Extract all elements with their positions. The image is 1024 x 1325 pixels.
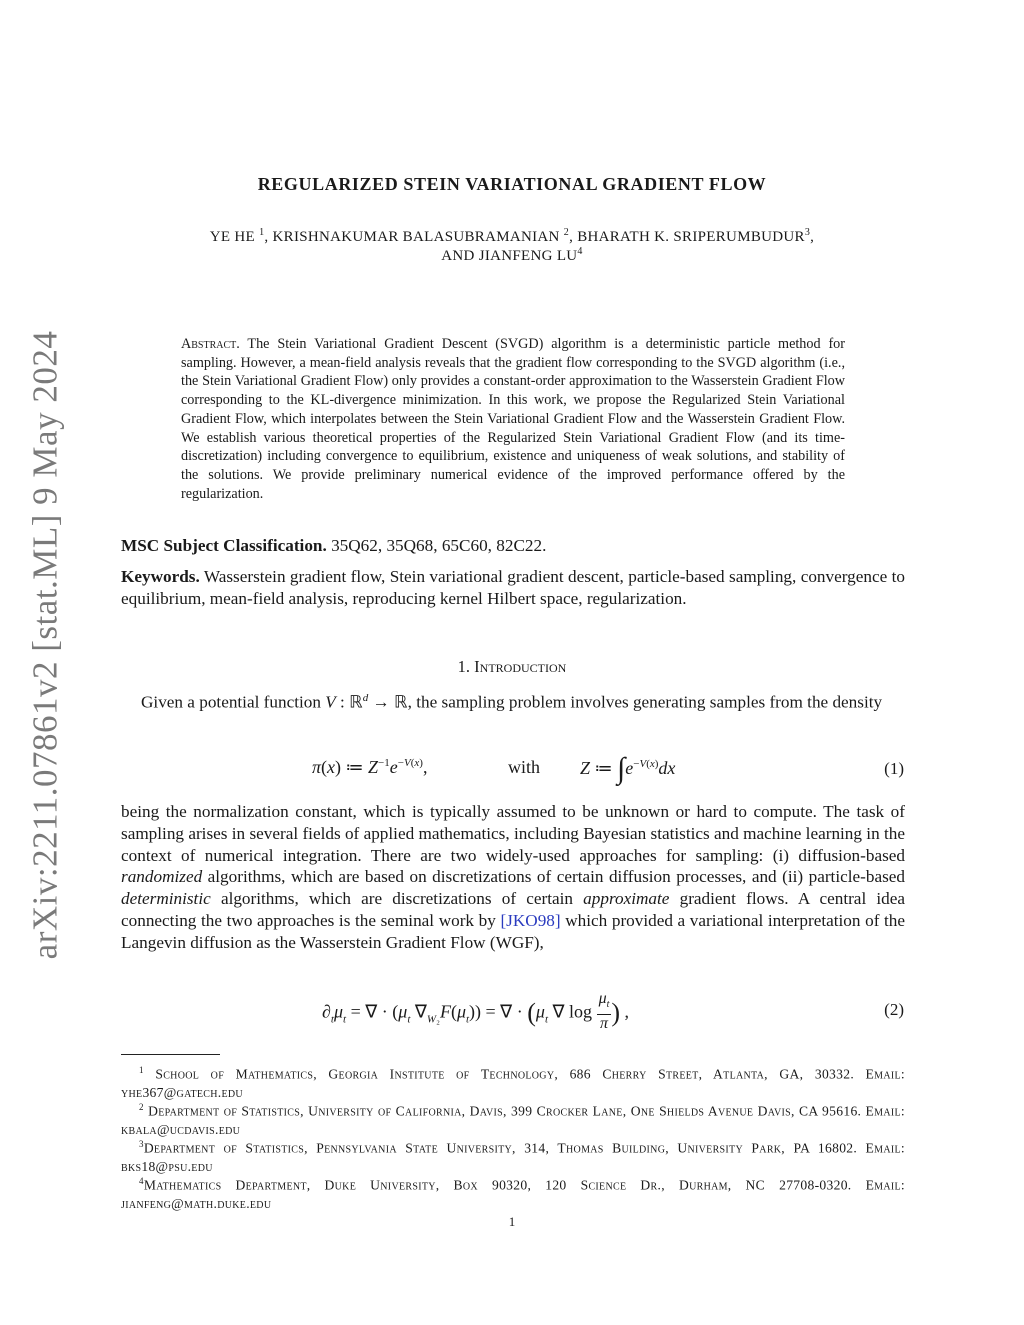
author-name: AND JIANFENG LU (441, 248, 578, 264)
intro-text: algorithms, which are based on discretizations of certain diffusion processes, and (ii) particle-based (207, 867, 905, 887)
footnote-mark: 4 (139, 1176, 144, 1186)
equation-1-lhs: π(x) ≔ $Z^{-1}e^{-V(x)}$, (312, 757, 428, 777)
footnote-text: Mathematics Department, Duke University, Box 90320, 120 Science Dr., Durham, NC 27708-0320. Email: jianfeng@math.duke.edu (121, 1177, 905, 1211)
authors-line-2 (0, 246, 1024, 265)
equation-2: $\partial_t\mu_t$ = ∇ · ($\mu_t$ $\nabla_{W_2}F(\mu_t)$) = ∇ · ($\mu_t$ ∇ log $\frac{\mu_t}{\pi}$ ) , (322, 990, 630, 1033)
section-title: Introduction (474, 657, 567, 676)
arxiv-sidebar-stamp (20, 330, 70, 960)
section-heading (0, 657, 1024, 677)
arxiv-id-text: arXiv:2211.07861v2 [stat.ML] 9 May 2024 (25, 330, 64, 960)
abstract-label: Abstract. (181, 336, 240, 352)
citation-link-jko98[interactable]: [JKO98] (500, 910, 561, 930)
footnote-mark: 1 (139, 1065, 144, 1075)
intro-text: being the normalization constant, which is typically assumed to be unknown or hard to compute. The task of sampling arises in several fields of applied mathematics, including Bayesian statistics and machine learning in the context of numerical integration. There are two widely-used approaches for sampling: (i) diffusion-based (121, 802, 905, 865)
footnote-divider (121, 1054, 220, 1055)
author-name: BHARATH K. SRIPERUMBUDUR (577, 229, 805, 245)
footnote-mark: 3 (139, 1139, 144, 1149)
intro-paragraph-2 (121, 801, 905, 954)
author-name: KRISHNAKUMAR BALASUBRAMANIAN (272, 229, 560, 245)
intro-text: , the sampling problem involves generating samples from the density (407, 692, 883, 712)
intro-text: gradient flows. A central idea connecting the two approaches is the seminal work by (121, 889, 906, 930)
footnote-text: Department of Statistics, Pennsylvania State University, 314, Thomas Building, University Park, PA 16802. Email: bks18@psu.edu (121, 1140, 905, 1174)
author-name: YE HE (209, 229, 256, 245)
intro-paragraph-1: Given a potential function V : ℝ$^d$ → ℝ, the sampling problem involves generating samples from the density (141, 692, 883, 712)
equation-1-rhs: Z ≔ $\int e^{-V(x)}dx$ (580, 752, 676, 785)
footnote-4 (121, 1172, 905, 1213)
keywords-value: Wasserstein gradient flow, Stein variational gradient descent, particle-based sampling, convergence to equilibrium, mean-field analysis, reproducing kernel Hilbert space, regularization. (121, 567, 905, 608)
footnote-2 (121, 1098, 905, 1139)
intro-text: which provided a variational interpretation of the Langevin diffusion as the Wasserstein Gradient Flow (WGF), (121, 910, 906, 952)
equation-1-number: (1) (884, 759, 904, 778)
keywords-label: Keywords. (121, 567, 200, 586)
author-mark: 4 (577, 246, 583, 257)
intro-emphasis: deterministic (121, 889, 211, 909)
equation-2-number: (2) (884, 1000, 904, 1019)
msc-classification (121, 535, 905, 557)
page-number: 1 (508, 1214, 516, 1229)
intro-text: Given a potential function (141, 692, 321, 712)
author-mark: 1 (259, 227, 265, 238)
footnote-text: Department of Statistics, University of California, Davis, 399 Crocker Lane, One Shields Avenue Davis, CA 95616. Email: kbala@ucdavis.edu (121, 1103, 905, 1137)
abstract (181, 335, 845, 503)
author-mark: 2 (563, 227, 570, 238)
section-number: 1. (457, 657, 471, 676)
authors-line-1: YE HE $^1$, KRISHNAKUMAR BALASUBRAMANIAN $^2$, BHARATH K. SRIPERUMBUDUR$^3$, (209, 227, 815, 245)
equation-1-with: with (508, 757, 541, 777)
paper-title: REGULARIZED STEIN VARIATIONAL GRADIENT FLOW (257, 174, 767, 194)
footnote-3 (121, 1135, 905, 1176)
author-mark: 3 (804, 227, 811, 238)
footnote-1 (121, 1061, 905, 1102)
msc-label: MSC Subject Classification. (121, 536, 327, 555)
intro-emphasis: randomized (121, 867, 203, 887)
msc-value: 35Q62, 35Q68, 65C60, 82C22. (331, 536, 547, 555)
footnote-text: School of Mathematics, Georgia Institute of Technology, 686 Cherry Street, Atlanta, GA, 30332. Email: yhe367@gatech.edu (121, 1066, 905, 1100)
footnote-mark: 2 (139, 1102, 144, 1112)
intro-emphasis: approximate (583, 889, 670, 909)
abstract-text: The Stein Variational Gradient Descent (SVGD) algorithm is a deterministic particle method for sampling. However, a mean-field analysis reveals that the gradient flow corresponding to the SVGD algorithm (i.e., the Stein Variational Gradient Flow) only provides a constant-order approximation to the Wasserstein Gradient Flow corresponding to the KL-divergence minimization. In this work, we propose the Regularized Stein Variational Gradient Flow, which interpolates between the Stein Variational Gradient Flow and the Wasserstein Gradient Flow. We establish various theoretical properties of the Regularized Stein Variational Gradient Flow (and its time-discretization) including convergence to equilibrium, existence and uniqueness of weak solutions, and stability of the solutions. We provide preliminary numerical evidence of the improved performance offered by the regularization. (181, 336, 845, 502)
intro-text: algorithms, which are discretizations of certain (220, 889, 573, 909)
keywords (121, 566, 905, 610)
